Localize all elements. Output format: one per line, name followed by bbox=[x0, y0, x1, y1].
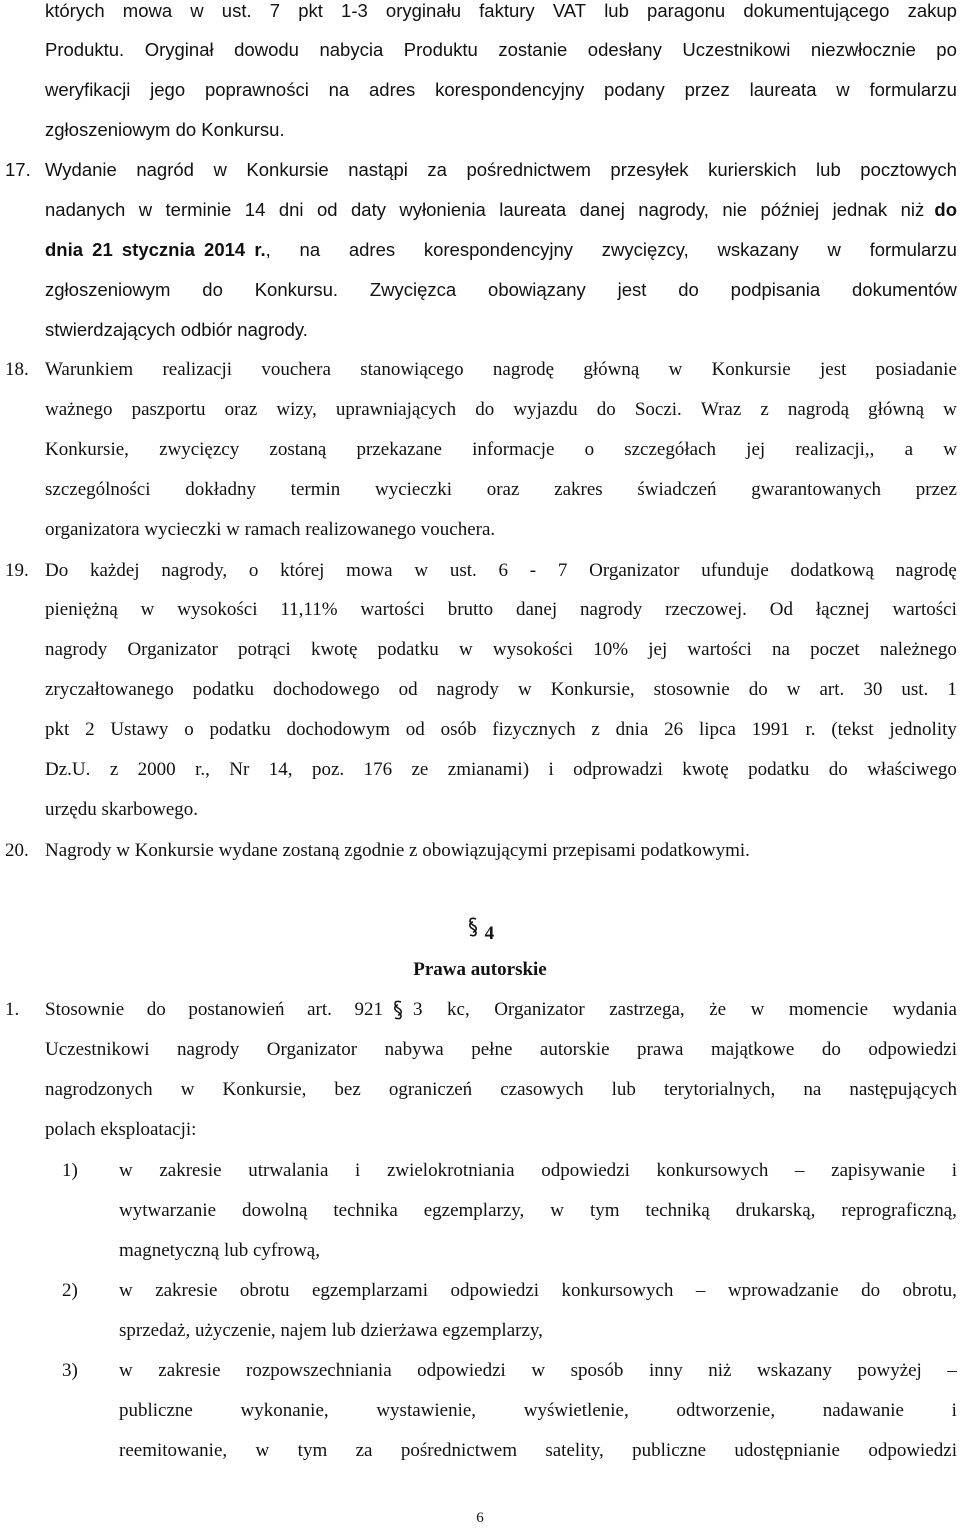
p19-line-3: nagrody Organizator potrąci kwotę podatku w wysokości 10% jej wartości na poczet należnego bbox=[45, 639, 957, 660]
p17-deadline-part-2: dnia 21 stycznia 2014 r. bbox=[45, 239, 266, 260]
p17-line-3-text: , na adres korespondencyjny zwycięzcy, wskazany w formularzu bbox=[265, 239, 957, 260]
item-2-number: 2) bbox=[62, 1280, 78, 1301]
p16-line-2: Produktu. Oryginał dowodu nabycia Produktu zostanie odesłany Uczestnikowi niezwłocznie po bbox=[45, 39, 957, 60]
p19-line-6: Dz.U. z 2000 r., Nr 14, poz. 176 ze zmianami) i odprowadzi kwotę podatku do właściwego bbox=[45, 759, 957, 780]
item-1-number: 1) bbox=[62, 1160, 78, 1181]
p19-line-1: Do każdej nagrody, o której mowa w ust. 6 - 7 Organizator ufunduje dodatkową nagrodę bbox=[45, 560, 957, 581]
section-title-text: Prawa autorskie bbox=[413, 959, 547, 980]
p17-number: 17. bbox=[5, 159, 31, 180]
p17-line-4: zgłoszeniowym do Konkursu. Zwycięzca obowiązany jest do podpisania dokumentów bbox=[45, 279, 957, 300]
item-3-line-1: w zakresie rozpowszechniania odpowiedzi w sposób inny niż wskazany powyżej – bbox=[119, 1360, 957, 1381]
s1-section-sign-svg bbox=[392, 1000, 404, 1020]
section-number bbox=[0, 919, 960, 945]
page-number: 6 bbox=[476, 1510, 484, 1526]
p18-number: 18. bbox=[5, 359, 29, 380]
p17-line-1: Wydanie nagród w Konkursie nastąpi za pośrednictwem przesyłek kurierskich lub pocztowych bbox=[45, 159, 957, 180]
item-1-line-2: wytwarzanie dowolną technika egzemplarzy, w tym techniką drukarską, reprograficzną, bbox=[119, 1200, 957, 1221]
item-1-line-1: w zakresie utrwalania i zwielokrotniania odpowiedzi konkursowych – zapisywanie i bbox=[119, 1160, 957, 1181]
s1-line-1 bbox=[45, 999, 957, 1025]
p18-line-4: szczególności dokładny termin wycieczki oraz zakres świadczeń gwarantowanych przez bbox=[45, 479, 957, 500]
p18-line-2: ważnego paszportu oraz wizy, uprawniających do wyjazdu do Soczi. Wraz z nagrodą główną w bbox=[45, 399, 957, 420]
item-2-line-1: w zakresie obrotu egzemplarzami odpowiedzi konkursowych – wprowadzanie do obrotu, bbox=[119, 1280, 957, 1301]
p18-line-1: Warunkiem realizacji vouchera stanowiącego nagrodę główną w Konkursie jest posiadanie bbox=[45, 359, 957, 380]
s1-section-sign-icon bbox=[383, 999, 413, 1025]
s1-line-1-text-a: Stosownie do postanowień art. 921 bbox=[45, 999, 383, 1020]
s1-line-1-text-b: 3 kc, Organizator zastrzega, że w momencie wydania bbox=[413, 999, 957, 1020]
p19-line-2: pieniężną w wysokości 11,11% wartości brutto danej nagrody rzeczowej. Od łącznej wartości bbox=[45, 599, 957, 620]
item-3-line-2: publiczne wykonanie, wystawienie, wyświetlenie, odtworzenie, nadawanie i bbox=[119, 1400, 957, 1421]
p18-line-5: organizatora wycieczki w ramach realizowanego vouchera. bbox=[45, 519, 496, 540]
section-number-text: 4 bbox=[484, 923, 495, 944]
section-sign-svg bbox=[467, 917, 479, 937]
s1-line-4: polach eksploatacji: bbox=[45, 1119, 197, 1140]
p17-deadline-part-1: do bbox=[934, 199, 957, 220]
p19-line-5: pkt 2 Ustawy o podatku dochodowym od osób fizycznych z dnia 26 lipca 1991 r. (tekst jednolity bbox=[45, 719, 957, 740]
section-title bbox=[0, 959, 960, 981]
item-3-number: 3) bbox=[62, 1360, 78, 1381]
p19-line-7: urzędu skarbowego. bbox=[45, 799, 199, 820]
p16-line-1: których mowa w ust. 7 pkt 1-3 oryginału faktury VAT lub paragonu dokumentującego zakup bbox=[45, 0, 957, 21]
p20-number: 20. bbox=[5, 840, 29, 861]
section-sign-icon bbox=[466, 917, 480, 943]
item-3-line-3: reemitowanie, w tym za pośrednictwem satelity, publiczne udostępnianie odpowiedzi bbox=[119, 1440, 957, 1461]
item-2-line-2: sprzedaż, użyczenie, najem lub dzierżawa egzemplarzy, bbox=[119, 1320, 543, 1341]
p18-line-3: Konkursie, zwycięzcy zostaną przekazane informacje o szczegółach jej realizacji,, a w bbox=[45, 439, 957, 460]
p17-line-2 bbox=[45, 199, 957, 221]
p16-line-3: weryfikacji jego poprawności na adres korespondencyjny podany przez laureata w formularzu bbox=[45, 79, 957, 100]
item-1-line-3: magnetyczną lub cyfrową, bbox=[119, 1240, 320, 1261]
s1-line-2: Uczestnikowi nagrody Organizator nabywa pełne autorskie prawa majątkowe do odpowiedzi bbox=[45, 1039, 957, 1060]
s1-number: 1. bbox=[5, 999, 20, 1020]
p19-line-4: zryczałtowanego podatku dochodowego od nagrody w Konkursie, stosownie do w art. 30 ust. 1 bbox=[45, 679, 957, 700]
p17-line-3 bbox=[45, 239, 957, 261]
p20-line-1: Nagrody w Konkursie wydane zostaną zgodnie z obowiązującymi przepisami podatkowymi. bbox=[45, 840, 750, 861]
p19-number: 19. bbox=[5, 560, 29, 581]
s1-line-3: nagrodzonych w Konkursie, bez ograniczeń czasowych lub terytorialnych, na następujących bbox=[45, 1079, 957, 1100]
p17-line-2-text: nadanych w terminie 14 dni od daty wyłonienia laureata danej nagrody, nie później jednak niż bbox=[45, 199, 925, 220]
p16-line-4: zgłoszeniowym do Konkursu. bbox=[45, 119, 285, 140]
p17-line-5: stwierdzających odbiór nagrody. bbox=[45, 319, 308, 340]
